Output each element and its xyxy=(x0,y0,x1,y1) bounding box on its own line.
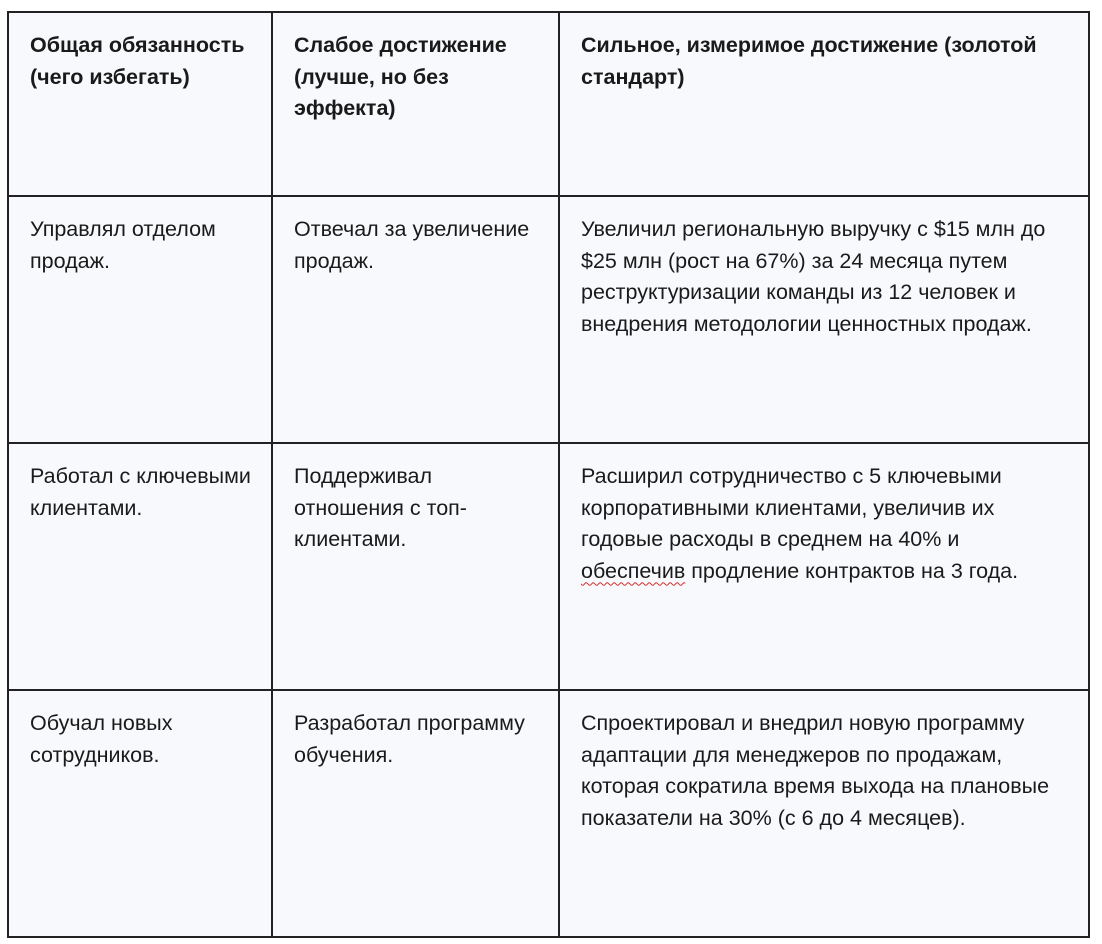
achievements-table xyxy=(7,11,1090,938)
cell-strong-achievement[interactable] xyxy=(559,443,1089,690)
table-row xyxy=(8,196,1089,443)
strong-text-before: Расширил сотрудничество с 5 ключевыми корпоративными клиентами, увеличив их годовые расходы в среднем на 40% и xyxy=(581,464,1002,551)
cell-duty[interactable]: Управлял отделом продаж. xyxy=(8,196,272,443)
table-header-row xyxy=(8,12,1089,196)
header-general-duty: Общая обязанность (чего избегать) xyxy=(8,12,272,196)
cell-weak-achievement[interactable]: Поддерживал отношения с топ-клиентами. xyxy=(272,443,559,690)
header-strong-achievement: Сильное, измеримое достижение (золотой стандарт) xyxy=(559,12,1089,196)
cell-weak-achievement[interactable]: Отвечал за увеличение продаж. xyxy=(272,196,559,443)
cell-weak-achievement[interactable]: Разработал программу обучения. xyxy=(272,690,559,937)
table-row xyxy=(8,443,1089,690)
header-weak-achievement: Слабое достижение (лучше, но без эффекта) xyxy=(272,12,559,196)
cell-duty[interactable]: Работал с ключевыми клиентами. xyxy=(8,443,272,690)
table-row xyxy=(8,690,1089,937)
cell-strong-achievement[interactable]: Увеличил региональную выручку с $15 млн до $25 млн (рост на 67%) за 24 месяца путем реструктуризации команды из 12 человек и внедрения методологии ценностных продаж. xyxy=(559,196,1089,443)
cell-strong-achievement[interactable]: Спроектировал и внедрил новую программу адаптации для менеджеров по продажам, которая сократила время выхода на плановые показатели на 30% (с 6 до 4 месяцев). xyxy=(559,690,1089,937)
spellcheck-flagged-word[interactable]: обеспечив xyxy=(581,558,686,583)
cell-duty[interactable]: Обучал новых сотрудников. xyxy=(8,690,272,937)
cut-off-text-fragment xyxy=(714,937,834,944)
strong-text-after: продление контрактов на 3 года. xyxy=(685,558,1019,583)
